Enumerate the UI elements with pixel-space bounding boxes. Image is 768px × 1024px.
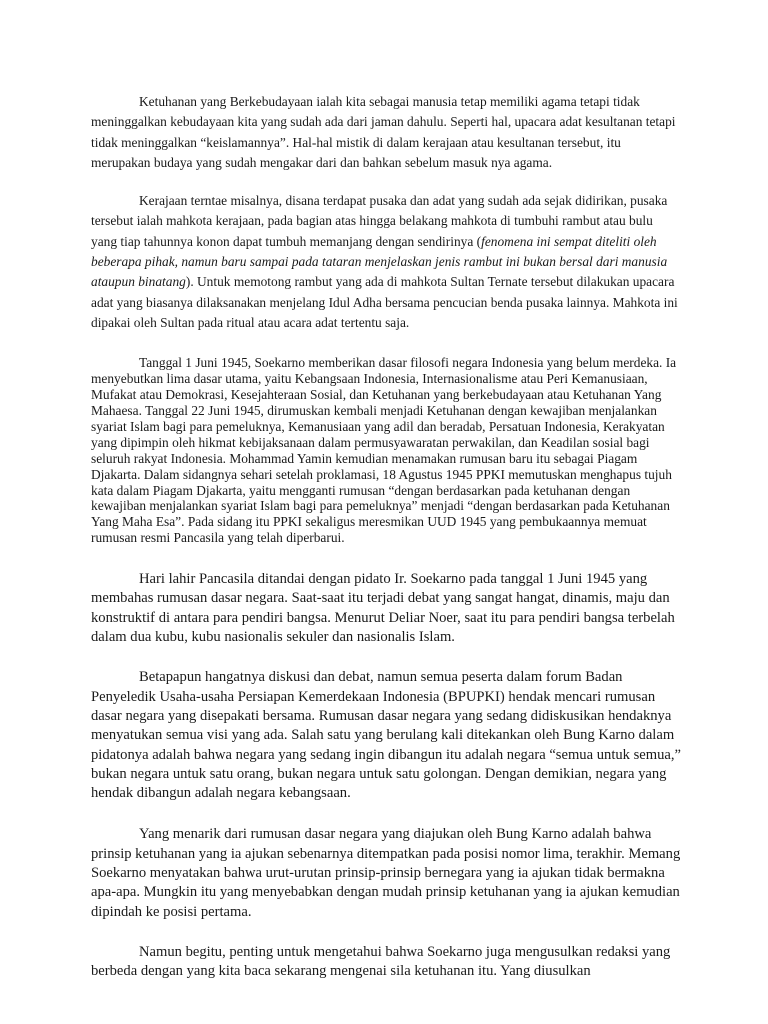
paragraph-bpupki: Betapapun hangatnya diskusi dan debat, namun semua peserta dalam forum Badan Penyeledik Usaha-usaha Persiapan Kemerdekaan Indonesia (BPUPKI) hendak mencari rumusan dasar negara yang disepakati bersama. Rumusan dasar negara yang sedang didiskusikan hendaknya menyatukan semua visi yang ada. Salah satu yang berulang kali ditekankan oleh Bung Karno dalam pidatonya adalah bahwa negara yang sedang ingin dibangun itu adalah negara “semua untuk semua,” bukan negara untuk satu orang, bukan negara untuk satu golongan. Dengan demikian, negara yang hendak dibangun adalah negara kebangsaan. <box>91 669 682 802</box>
paragraph-text: Kerajaan terntae misalnya, disana terdapat pusaka dan adat yang sudah ada sejak didirikan, pusaka tersebut ialah mahkota kerajaan, pada bagian atas hingga belakang mahkota di tumbuhi rambut atau bulu yang tiap tahunnya konon dapat tumbuh memanjang dengan sendirinya ( <box>91 193 668 249</box>
italic-note: fenomena ini sempat diteliti oleh beberapa pihak, namun baru sampai pada tataran menjelaskan jenis rambut ini bukan bersal dari manusia ataupun binatang <box>91 233 668 290</box>
paragraph-redaksi-ketuhanan: Namun begitu, penting untuk mengetahui bahwa Soekarno juga mengusulkan redaksi yang berbeda dengan yang kita baca sekarang mengenai sila ketuhanan itu. Yang diusulkan <box>91 943 671 980</box>
paragraph-kebudayaan: Ketuhanan yang Berkebudayaan ialah kita sebagai manusia tetap memiliki agama tetapi tidak meninggalkan kebudayaan kita yang sudah ada dari jaman dahulu. Seperti hal, upacara adat kesultanan tetapi tidak meninggalkan “keislamannya”. Hal-hal mistik di dalam kerajaan atau kesultanan tersebut, itu merupakan budaya yang sudah mengakar dari dan bahkan sebelum masuk nya agama. <box>91 94 676 170</box>
paragraph-hari-lahir-pancasila: Hari lahir Pancasila ditandai dengan pidato Ir. Soekarno pada tanggal 1 Juni 1945 yang membahas rumusan dasar negara. Saat-saat itu terjadi debat yang sangat hangat, dinamis, maju dan konstruktif di antara para pendiri bangsa. Menurut Deliar Noer, saat itu para pendiri bangsa terbelah dalam dua kubu, kubu nasionalis sekuler dan nasionalis Islam. <box>91 571 675 646</box>
paragraph-kerajaan-ternate <box>91 191 682 333</box>
paragraph-text: ). Untuk memotong rambut yang ada di mahkota Sultan Ternate tersebut dilakukan upacara adat yang biasanya dilaksanakan menjelang Idul Adha bersama pencucian benda pusaka lainnya. Mahkota ini dipakai oleh Sultan pada ritual atau acara adat tertentu saja. <box>91 274 678 330</box>
paragraph-1-juni-1945: Tanggal 1 Juni 1945, Soekarno memberikan dasar filosofi negara Indonesia yang belum merdeka. Ia menyebutkan lima dasar utama, yaitu Kebangsaan Indonesia, Internasionalisme atau Peri Kemanusiaan, Mufakat atau Demokrasi, Kesejahteraan Sosial, dan Ketuhanan yang berkebudayaan atau Ketuhanan Yang Mahaesa. Tanggal 22 Juni 1945, dirumuskan kembali menjadi Ketuhanan dengan kewajiban menjalankan syariat Islam bagi para pemeluknya, Kemanusiaan yang adil dan beradab, Persatuan Indonesia, Kerakyatan yang dipimpin oleh hikmat kebijaksanaan dalam permusyawaratan perwakilan, dan Keadilan sosial bagi seluruh rakyat Indonesia. Mohammad Yamin kemudian menamakan rumusan baru itu sebagai Piagam Djakarta. Dalam sidangnya sehari setelah proklamasi, 18 Agustus 1945 PPKI memutuskan menghapus tujuh kata dalam Piagam Djakarta, yaitu mengganti rumusan “dengan berdasarkan pada ketuhanan dengan kewajiban menjalankan syariat Islam bagi para pemeluknya” menjadi “dengan berdasarkan pada Ketuhanan Yang Maha Esa”. Pada sidang itu PPKI sekaligus meresmikan UUD 1945 yang pembukaannya memuat rumusan resmi Pancasila yang telah diperbarui. <box>91 355 677 546</box>
paragraph-rumusan-bung-karno: Yang menarik dari rumusan dasar negara yang diajukan oleh Bung Karno adalah bahwa prinsip ketuhanan yang ia ajukan sebenarnya ditempatkan pada posisi nomor lima, terakhir. Memang Soekarno menyatakan bahwa urut-urutan prinsip-prinsip bernegara yang ia ajukan tidak bermakna apa-apa. Mungkin itu yang menyebabkan dengan mudah prinsip ketuhanan yang ia ajukan kemudian dipindah ke posisi pertama. <box>91 826 681 920</box>
